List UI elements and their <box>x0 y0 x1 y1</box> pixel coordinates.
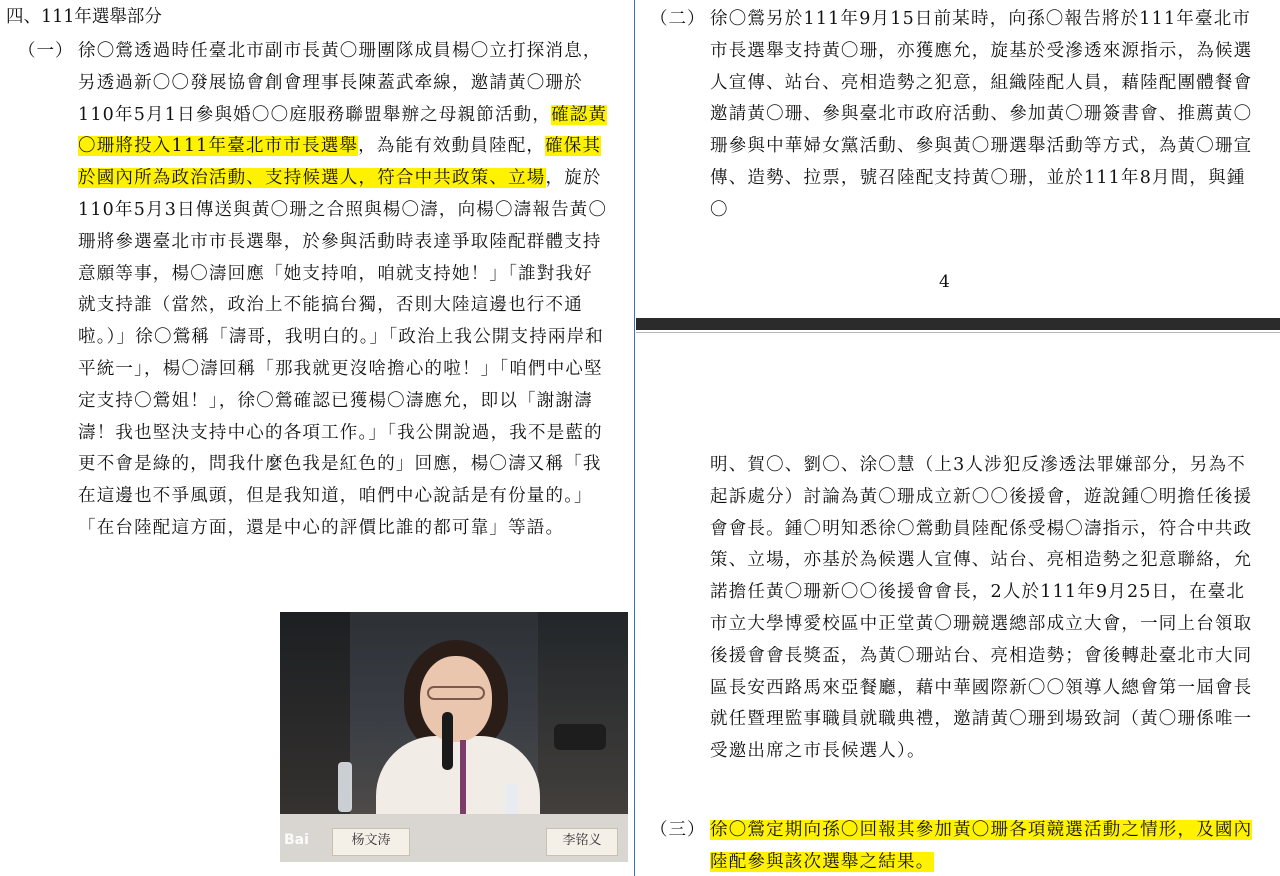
section-heading: 四、111年選舉部分 <box>6 7 162 27</box>
item-1-text-c: ，旋於110年5月3日傳送與黃〇珊之合照與楊〇濤，向楊〇濤報告黃〇珊將參選臺北市市長選舉，於參與活動時表達爭取陸配群體支持意願等事，楊〇濤回應「她支持咱，咱就支持她！」「誰對我好就支持誰（當然，政治上不能搞台獨，否則大陸這邊也行不通啦。）」徐〇鶯稱「濤哥，我明白的。」「政治上我公開支持兩岸和平統一」，楊〇濤回稱「那我就更沒啥擔心的啦！」「咱們中心堅定支持〇鶯姐！」，徐〇鶯確認已獲楊〇濤應允，即以「謝謝濤濤！我也堅決支持中心的各項工作。」「我公開說過，我不是藍的更不會是綠的，問我什麼色我是紅色的」回應，楊〇濤又稱「我在這邊也不爭風頭，但是我知道，咱們中心說話是有份量的。」「在台陸配這方面，還是中心的評價比誰的都可靠」等語。 <box>78 168 608 538</box>
item-1-text-a: 徐〇鶯透過時任臺北市副市長黃〇珊團隊成員楊〇立打探消息，另透過新〇〇發展協會創會理事長陳蓋武牽線，邀請黃〇珊於110年5月1日參與婚〇〇庭服務聯盟舉辦之母親節活動， <box>78 41 602 125</box>
item-2-paragraph: 徐〇鶯另於111年9月15日前某時，向孫〇報告將於111年臺北市市長選舉支持黃〇珊，亦獲應允，旋基於受滲透來源指示，為候選人宣傳、站台、亮相造勢之犯意，組織陸配人員，藉陸配團體餐會邀請黃〇珊、參與臺北市政府活動、參加黃〇珊簽書會、推薦黃〇珊參與中華婦女黨活動、參與黃〇珊選舉活動等方式，為黃〇珊宣傳、造勢、拉票，號召陸配支持黃〇珊，並於111年8月間，與鍾〇 <box>710 9 1253 220</box>
right-page-column <box>636 0 1280 876</box>
camera-shape <box>554 724 606 750</box>
item-1-text-b: ，為能有效動員陸配， <box>358 136 546 157</box>
item-2-continuation: 明、賀〇、劉〇、涂〇慧（上3人涉犯反滲透法罪嫌部分，另為不起訴處分）討論為黃〇珊成立新〇〇後援會，遊說鍾〇明擔任後援會會長。鍾〇明知悉徐〇鶯動員陸配係受楊〇濤指示，符合中共政策、立場，亦基於為候選人宣傳、站台、亮相造勢之犯意聯絡，允諾擔任黃〇珊新〇〇後援會會長，2人於111年9月25日，在臺北市立大學博愛校區中正堂黃〇珊競選總部成立大會，一同上台領取後援會會長獎盃，為黃〇珊站台、亮相造勢；會後轉赴臺北市大同區長安西路馬來亞餐廳，藉中華國際新〇〇領導人總會第一屆會長就任暨理監事職員就職典禮，邀請黃〇珊到場致詞（黃〇珊係唯一受邀出席之市長候選人）。 <box>710 455 1253 762</box>
left-page-column <box>0 0 635 876</box>
event-photo <box>280 612 628 862</box>
page-number: 4 <box>939 272 950 292</box>
nameplate-left: 杨文涛 <box>332 828 410 856</box>
item-3-highlight: 徐〇鶯定期向孫〇回報其參加黃〇珊各項競選活動之情形，及國內陸配參與該次選舉之結果。 <box>710 820 1253 872</box>
nameplate-right: 李铭义 <box>546 828 618 856</box>
photo-watermark: Bai <box>284 832 309 848</box>
microphone-icon <box>442 712 453 770</box>
item-3-paragraph <box>710 815 1262 876</box>
item-1-highlight-a: 確認黃〇珊將投入111年臺北市市長選舉 <box>78 104 608 157</box>
item-1-paragraph <box>78 36 608 545</box>
item-1-highlight-b: 確保其於國內所為政治活動、支持候選人，符合中共政策、立場 <box>78 136 602 189</box>
page-break-divider <box>636 318 1280 330</box>
item-3-marker: （三） <box>650 820 706 840</box>
item-2-marker: （二） <box>650 9 706 29</box>
item-1-marker: （一） <box>18 41 74 61</box>
